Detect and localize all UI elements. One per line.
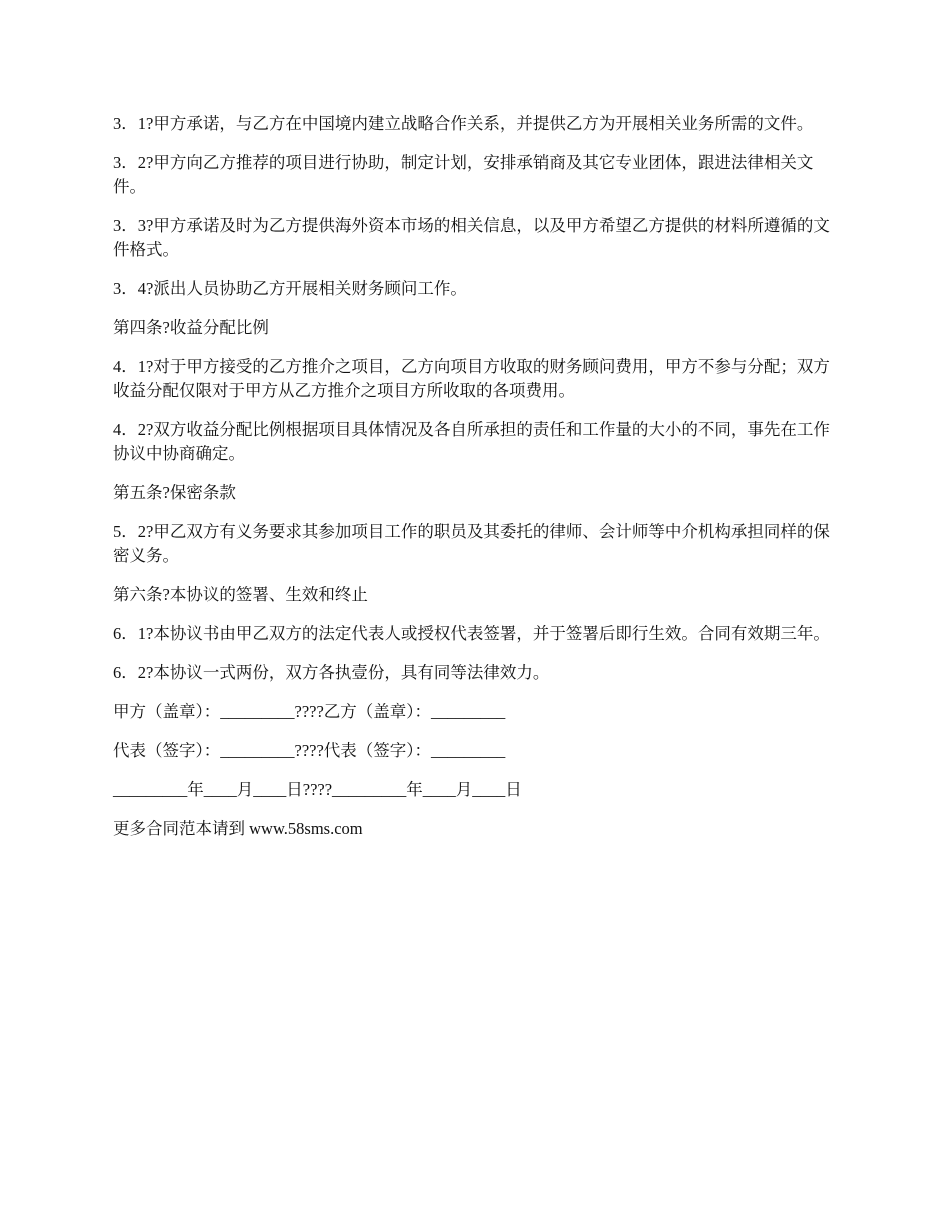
signature-seal-line: 甲方（盖章）：_________????乙方（盖章）：_________ bbox=[113, 702, 506, 721]
article-6-heading: 第六条?本协议的签署、生效和终止 bbox=[113, 585, 368, 604]
clause-4-1: 4．1?对于甲方接受的乙方推介之项目，乙方向项目方收取的财务顾问费用，甲方不参与分配；双方收益分配仅限对于甲方从乙方推介之项目方所收取的各项费用。 bbox=[113, 357, 830, 400]
clause-3-3: 3．3?甲方承诺及时为乙方提供海外资本市场的相关信息，以及甲方希望乙方提供的材料所遵循的文件格式。 bbox=[113, 216, 830, 259]
footer-note: 更多合同范本请到 www.58sms.com bbox=[113, 819, 363, 838]
article-4-heading: 第四条?收益分配比例 bbox=[113, 318, 269, 337]
signature-date-line: _________年____月____日????_________年____月____日 bbox=[113, 780, 522, 799]
signature-rep-line: 代表（签字）：_________????代表（签字）：_________ bbox=[113, 741, 506, 760]
article-5-heading: 第五条?保密条款 bbox=[113, 483, 236, 502]
clause-6-1: 6．1?本协议书由甲乙双方的法定代表人或授权代表签署，并于签署后即行生效。合同有效期三年。 bbox=[113, 624, 830, 643]
document-body bbox=[113, 112, 838, 856]
clause-3-4: 3．4?派出人员协助乙方开展相关财务顾问工作。 bbox=[113, 279, 467, 298]
clause-3-2: 3．2?甲方向乙方推荐的项目进行协助，制定计划，安排承销商及其它专业团体，跟进法律相关文件。 bbox=[113, 153, 814, 196]
clause-3-1: 3．1?甲方承诺，与乙方在中国境内建立战略合作关系，并提供乙方为开展相关业务所需的文件。 bbox=[113, 114, 814, 133]
clause-4-2: 4．2?双方收益分配比例根据项目具体情况及各自所承担的责任和工作量的大小的不同，事先在工作协议中协商确定。 bbox=[113, 420, 830, 463]
clause-5-2: 5．2?甲乙双方有义务要求其参加项目工作的职员及其委托的律师、会计师等中介机构承担同样的保密义务。 bbox=[113, 522, 830, 565]
clause-6-2: 6．2?本协议一式两份，双方各执壹份，具有同等法律效力。 bbox=[113, 663, 550, 682]
